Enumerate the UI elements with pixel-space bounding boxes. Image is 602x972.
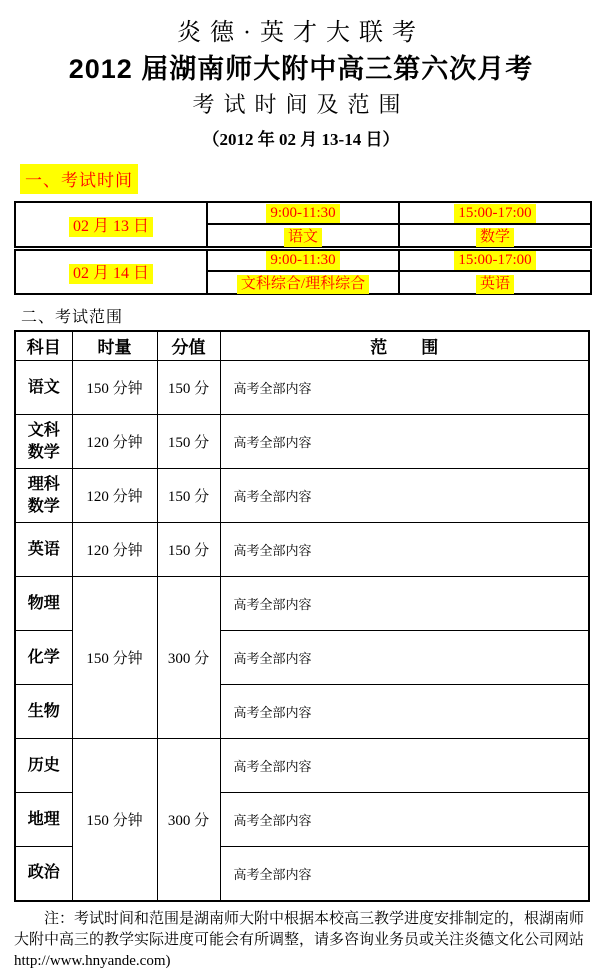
afternoon-subject-cell: 数学 [399, 224, 591, 249]
score-cell-merged: 300 分 [157, 739, 220, 901]
subject-cell: 理科数学 [15, 469, 72, 523]
table-row [15, 577, 589, 631]
section-heading-exam-scope: 二、考试范围 [21, 308, 124, 326]
duration-cell: 120 分钟 [72, 415, 157, 469]
morning-time-cell: 9:00-11:30 [207, 202, 399, 224]
table-row [15, 739, 589, 793]
subject-cell: 历史 [15, 739, 72, 793]
morning-time-cell: 9:00-11:30 [207, 249, 399, 271]
date-highlight: 02 月 13 日 [69, 217, 153, 237]
section-heading-exam-time: 一、考试时间 [20, 164, 138, 194]
subject-cell: 生物 [15, 685, 72, 739]
duration-cell: 120 分钟 [72, 523, 157, 577]
scope-cell: 高考全部内容 [220, 415, 589, 469]
date-highlight: 02 月 14 日 [69, 264, 153, 284]
table-row [15, 469, 589, 523]
header-scope: 范 围 [220, 331, 589, 361]
date-cell [15, 249, 207, 294]
header-score: 分值 [157, 331, 220, 361]
duration-cell: 120 分钟 [72, 469, 157, 523]
duration-cell-merged: 150 分钟 [72, 577, 157, 739]
header-subject: 科目 [15, 331, 72, 361]
morning-subject-cell: 文科综合/理科综合 [207, 271, 399, 294]
footnote: 注：考试时间和范围是湖南师大附中根据本校高三教学进度安排制定的，根湖南师大附中高三的教学实际进度可能会有所调整，请多咨询业务员或关注炎德文化公司网站 http://www.hnyande.com) [14, 910, 585, 969]
date-range: （2012 年 02 月 13-14 日） [202, 130, 400, 149]
exam-schedule-table [14, 201, 592, 295]
table-row [15, 361, 589, 415]
subject-cell: 地理 [15, 793, 72, 847]
subject-cell: 政治 [15, 847, 72, 901]
scope-cell: 高考全部内容 [220, 847, 589, 901]
scope-cell: 高考全部内容 [220, 577, 589, 631]
subject-cell: 语文 [15, 361, 72, 415]
score-cell: 150 分 [157, 415, 220, 469]
subject-cell: 化学 [15, 631, 72, 685]
scope-cell: 高考全部内容 [220, 793, 589, 847]
table-header-row [15, 331, 589, 361]
page-title: 2012 届湖南师大附中高三第六次月考 [68, 54, 534, 84]
scope-cell: 高考全部内容 [220, 361, 589, 415]
scope-cell: 高考全部内容 [220, 469, 589, 523]
subject-cell: 英语 [15, 523, 72, 577]
score-cell: 150 分 [157, 469, 220, 523]
subject-cell: 物理 [15, 577, 72, 631]
score-cell: 150 分 [157, 523, 220, 577]
table-row [15, 523, 589, 577]
table-row [15, 249, 591, 271]
scope-cell: 高考全部内容 [220, 739, 589, 793]
table-row [15, 415, 589, 469]
score-cell-merged: 300 分 [157, 577, 220, 739]
brand-title: 炎德·英才大联考 [177, 20, 425, 46]
afternoon-subject-cell: 英语 [399, 271, 591, 294]
subject-cell: 文科数学 [15, 415, 72, 469]
afternoon-time-cell: 15:00-17:00 [399, 202, 591, 224]
exam-scope-table [14, 330, 590, 902]
duration-cell-merged: 150 分钟 [72, 739, 157, 901]
scope-cell: 高考全部内容 [220, 685, 589, 739]
scope-cell: 高考全部内容 [220, 523, 589, 577]
score-cell: 150 分 [157, 361, 220, 415]
subtitle: 考试时间及范围 [192, 92, 410, 117]
header-duration: 时量 [72, 331, 157, 361]
scope-cell: 高考全部内容 [220, 631, 589, 685]
table-row [15, 202, 591, 224]
afternoon-time-cell: 15:00-17:00 [399, 249, 591, 271]
date-cell [15, 202, 207, 249]
morning-subject-cell: 语文 [207, 224, 399, 249]
duration-cell: 150 分钟 [72, 361, 157, 415]
